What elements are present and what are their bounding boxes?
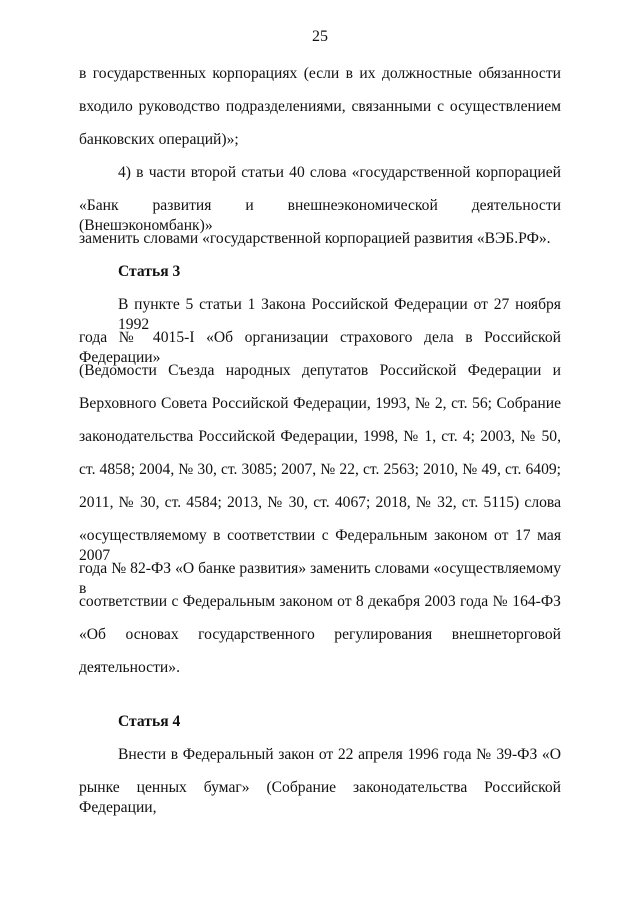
text-line: в государственных корпорациях (если в их должностные обязанности: [79, 65, 561, 82]
text-line: входило руководство подразделениями, связанными с осуществлением: [79, 98, 561, 115]
text-line: В пункте 5 статьи 1 Закона Российской Федерации от 27 ноября 1992: [118, 296, 561, 333]
text-line: законодательства Российской Федерации, 1998, № 1, ст. 4; 2003, № 50,: [79, 428, 561, 445]
text-line: деятельности».: [79, 659, 180, 676]
text-line: года № 82-ФЗ «О банке развития» заменить словами «осуществляемому в: [79, 560, 561, 597]
text-line: «осуществляемому в соответствии с Федеральным законом от 17 мая 2007: [79, 527, 561, 564]
text-line: заменить словами «государственной корпорацией развития «ВЭБ.РФ».: [79, 230, 551, 247]
text-line: (Ведомости Съезда народных депутатов Российской Федерации и: [79, 362, 561, 379]
text-line: соответствии с Федеральным законом от 8 декабря 2003 года № 164-ФЗ: [79, 593, 561, 610]
text-line: «Банк развития и внешнеэкономической деятельности (Внешэкономбанк)»: [79, 197, 561, 234]
text-line: «Об основах государственного регулирования внешнеторговой: [79, 626, 561, 643]
text-line: банковских операций)»;: [79, 131, 239, 148]
text-line: года № 4015-I «Об организации страхового дела в Российской Федерации»: [79, 329, 561, 366]
text-line: 4) в части второй статьи 40 слова «государственной корпорацией: [118, 164, 561, 181]
text-line: ст. 4858; 2004, № 30, ст. 3085; 2007, № 22, ст. 2563; 2010, № 49, ст. 6409;: [79, 461, 561, 478]
article-heading: Статья 4: [118, 713, 181, 730]
text-line: Верховного Совета Российской Федерации, 1993, № 2, ст. 56; Собрание: [79, 395, 561, 412]
page-number: 25: [312, 28, 328, 45]
text-line: Внести в Федеральный закон от 22 апреля 1996 года № 39-ФЗ «О: [118, 746, 561, 763]
text-line: рынке ценных бумаг» (Собрание законодательства Российской Федерации,: [79, 779, 561, 816]
article-heading: Статья 3: [118, 263, 181, 280]
text-line: 2011, № 30, ст. 4584; 2013, № 30, ст. 4067; 2018, № 32, ст. 5115) слова: [79, 494, 561, 511]
